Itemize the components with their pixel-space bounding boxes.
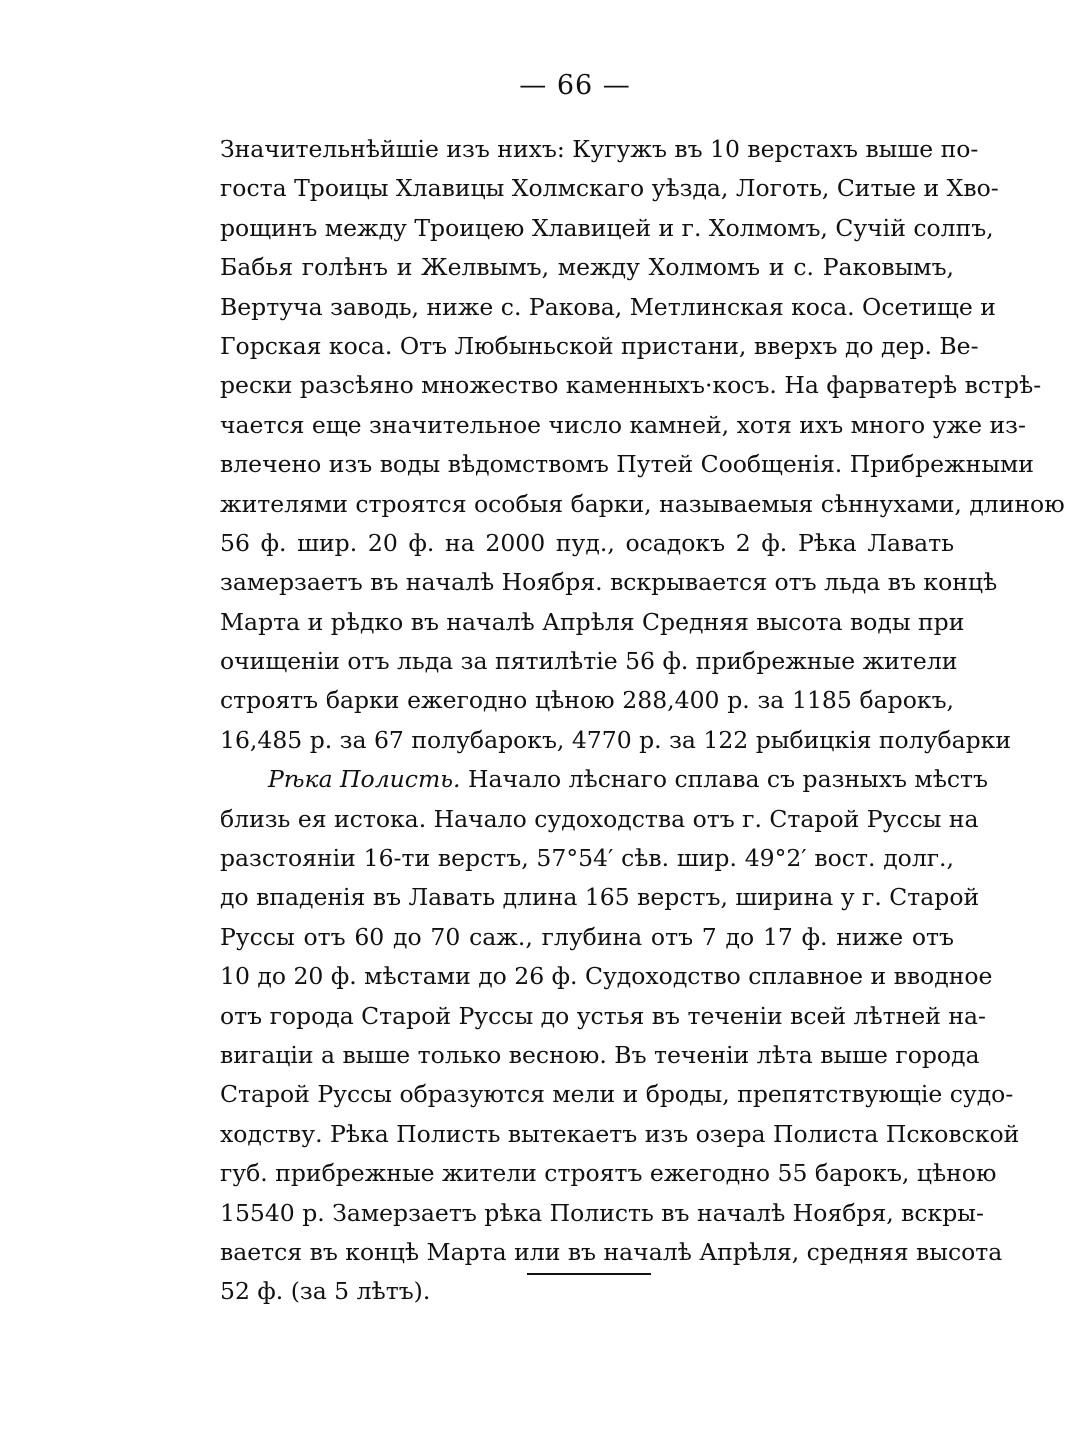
text-line: замерзаетъ въ началѣ Ноября. вскрывается отъ льда въ концѣ xyxy=(220,568,998,597)
paragraph-rivers-lavat xyxy=(220,130,1065,760)
text-line: Значительнѣйшіе изъ нихъ: Кугужъ въ 10 верстахъ выше по- xyxy=(220,135,979,163)
text-line: ходству. Рѣка Полисть вытекаетъ изъ озера Полиста Псковской xyxy=(220,1119,1020,1148)
text-line: разстояніи 16-ти верстъ, 57°54′ сѣв. шир. 49°2′ вост. долг., xyxy=(220,844,954,873)
text-line: госта Троицы Хлавицы Холмскаго уѣзда, Логоть, Ситые и Хво- xyxy=(220,174,999,203)
text-line-rest: Начало лѣснаго сплава съ разныхъ мѣстъ xyxy=(468,765,988,794)
text-line: влечено изъ воды вѣдомствомъ Путей Сообщенія. Прибрежными xyxy=(220,450,1034,479)
text-line: Старой Руссы образуются мели и броды, препятствующіе судо- xyxy=(220,1080,1014,1109)
text-line: 15540 р. Замерзаетъ рѣка Полисть въ началѣ Ноября, вскры- xyxy=(220,1198,984,1227)
text-line: вигаціи а выше только весною. Въ теченіи лѣта выше города xyxy=(220,1040,980,1069)
text-line: губ. прибрежные жители строятъ ежегодно 55 барокъ, цѣною xyxy=(220,1159,997,1188)
text-line: очищеніи отъ льда за пятилѣтіе 56 ф. прибрежные жители xyxy=(220,647,958,676)
section-heading: Рѣка Полисть. xyxy=(268,765,461,794)
text-line: Бабья голѣнъ и Желвымъ, между Холмомъ и с. Раковымъ, xyxy=(220,253,954,282)
page-number: — 66 — xyxy=(519,70,631,101)
text-line: 52 ф. (за 5 лѣтъ). xyxy=(220,1277,431,1306)
text-line: близь ея истока. Начало судоходства отъ г. Старой Руссы на xyxy=(220,804,979,833)
body-text xyxy=(220,130,1065,1312)
text-line xyxy=(220,760,988,799)
text-line: рощинъ между Троицею Хлавицей и г. Холмомъ, Сучій солпъ, xyxy=(220,213,994,242)
text-line: рески разсѣяно множество каменныхъ·косъ. На фарватерѣ встрѣ- xyxy=(220,371,1042,400)
text-line: 16,485 р. за 67 полубарокъ, 4770 р. за 122 рыбицкія полубарки xyxy=(220,725,1012,754)
text-line: строятъ барки ежегодно цѣною 288,400 р. за 1185 барокъ, xyxy=(220,686,954,715)
text-line: до впаденія въ Лавать длина 165 верстъ, ширина у г. Старой xyxy=(220,883,980,912)
text-line: чается еще значительное число камней, хотя ихъ много уже из- xyxy=(220,410,1026,439)
text-line: вается въ концѣ Марта или въ началѣ Апрѣля, средняя высота xyxy=(220,1237,1003,1266)
text-line: Вертуча заводь, ниже с. Ракова, Метлинская коса. Осетище и xyxy=(220,292,996,321)
text-line: Руссы отъ 60 до 70 саж., глубина отъ 7 до 17 ф. ниже отъ xyxy=(220,922,954,951)
section-divider-rule xyxy=(527,1273,651,1275)
text-line: отъ города Старой Руссы до устья въ теченіи всей лѣтней на- xyxy=(220,1001,986,1030)
text-line: 10 до 20 ф. мѣстами до 26 ф. Судоходство сплавное и вводное xyxy=(220,962,993,991)
text-line: Горская коса. Отъ Любыньской пристани, вверхъ до дер. Ве- xyxy=(220,331,979,360)
text-line: жителями строятся особыя барки, называемыя сѣннухами, длиною xyxy=(220,489,1065,518)
text-line: 56 ф. шир. 20 ф. на 2000 пуд., осадокъ 2 ф. Рѣка Лавать xyxy=(220,528,954,557)
paragraph-river-polist xyxy=(220,760,1020,1311)
text-line: Марта и рѣдко въ началѣ Апрѣля Средняя высота воды при xyxy=(220,607,965,636)
